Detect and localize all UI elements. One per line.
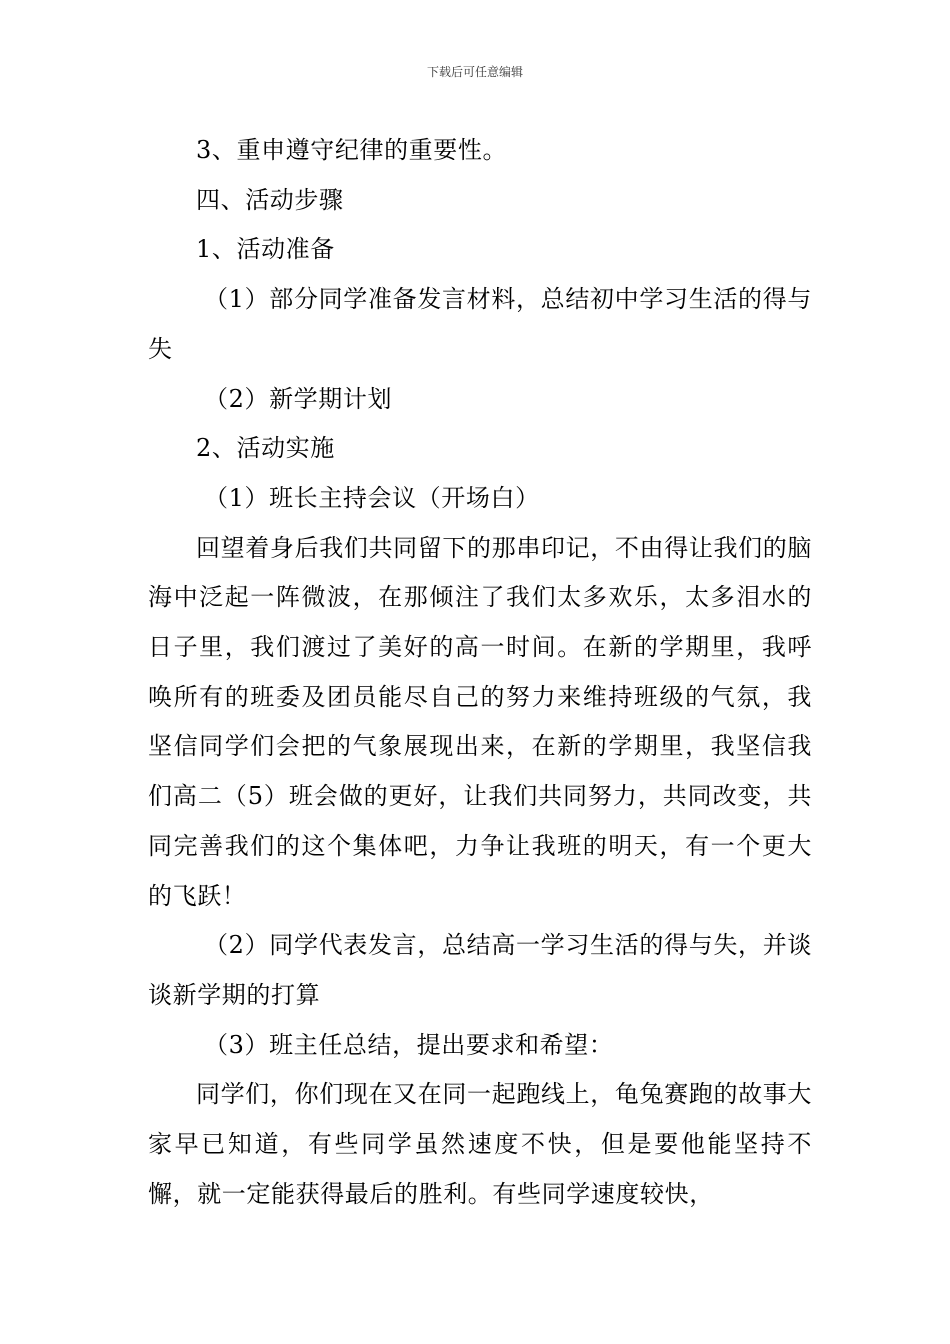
paragraph-monitor-hosts: （1）班长主持会议（开场白） [204, 483, 540, 512]
heading-activity-preparation: 1、活动准备 [196, 235, 335, 264]
paragraph-reiterate-discipline: 3、重申遵守纪律的重要性。 [196, 136, 508, 164]
paragraph-opening-speech: 回望着身后我们共同留下的那串印记，不由得让我们的脑海中泛起一阵微波，在那倾注了我们太多欢乐，太多泪水的日子里，我们渡过了美好的高一时间。在新的学期里，我呼唤所有的班委及团员能尽自己的努力来维持班级的气氛，我坚信同学们会把的气象展现出来，在新的学期里，我坚信我们高二（5）班会做的更好，让我们共同努力，共同改变，共同完善我们的这个集体吧，力争让我班的明天，有一个更大的飞跃！ [148, 533, 812, 910]
heading-activity-implementation: 2、活动实施 [196, 434, 335, 463]
paragraph-student-representative: （2）同学代表发言，总结高一学习生活的得与失，并谈谈新学期的打算 [148, 931, 812, 1009]
page-header: 下载后可任意编辑 [426, 65, 523, 79]
paragraph-prepare-speech: （1）部分同学准备发言材料，总结初中学习生活的得与失 [148, 285, 812, 363]
heading-activity-steps: 四、活动步骤 [196, 185, 344, 214]
paragraph-teacher-speech: 同学们，你们现在又在同一起跑线上，龟兔赛跑的故事大家早已知道，有些同学虽然速度不快，但是要他能坚持不懈，就一定能获得最后的胜利。有些同学速度较快， [148, 1080, 812, 1208]
paragraph-new-semester-plan: （2）新学期计划 [204, 384, 393, 413]
paragraph-teacher-summary: （3）班主任总结，提出要求和希望： [204, 1030, 614, 1059]
document-body [148, 126, 812, 1219]
